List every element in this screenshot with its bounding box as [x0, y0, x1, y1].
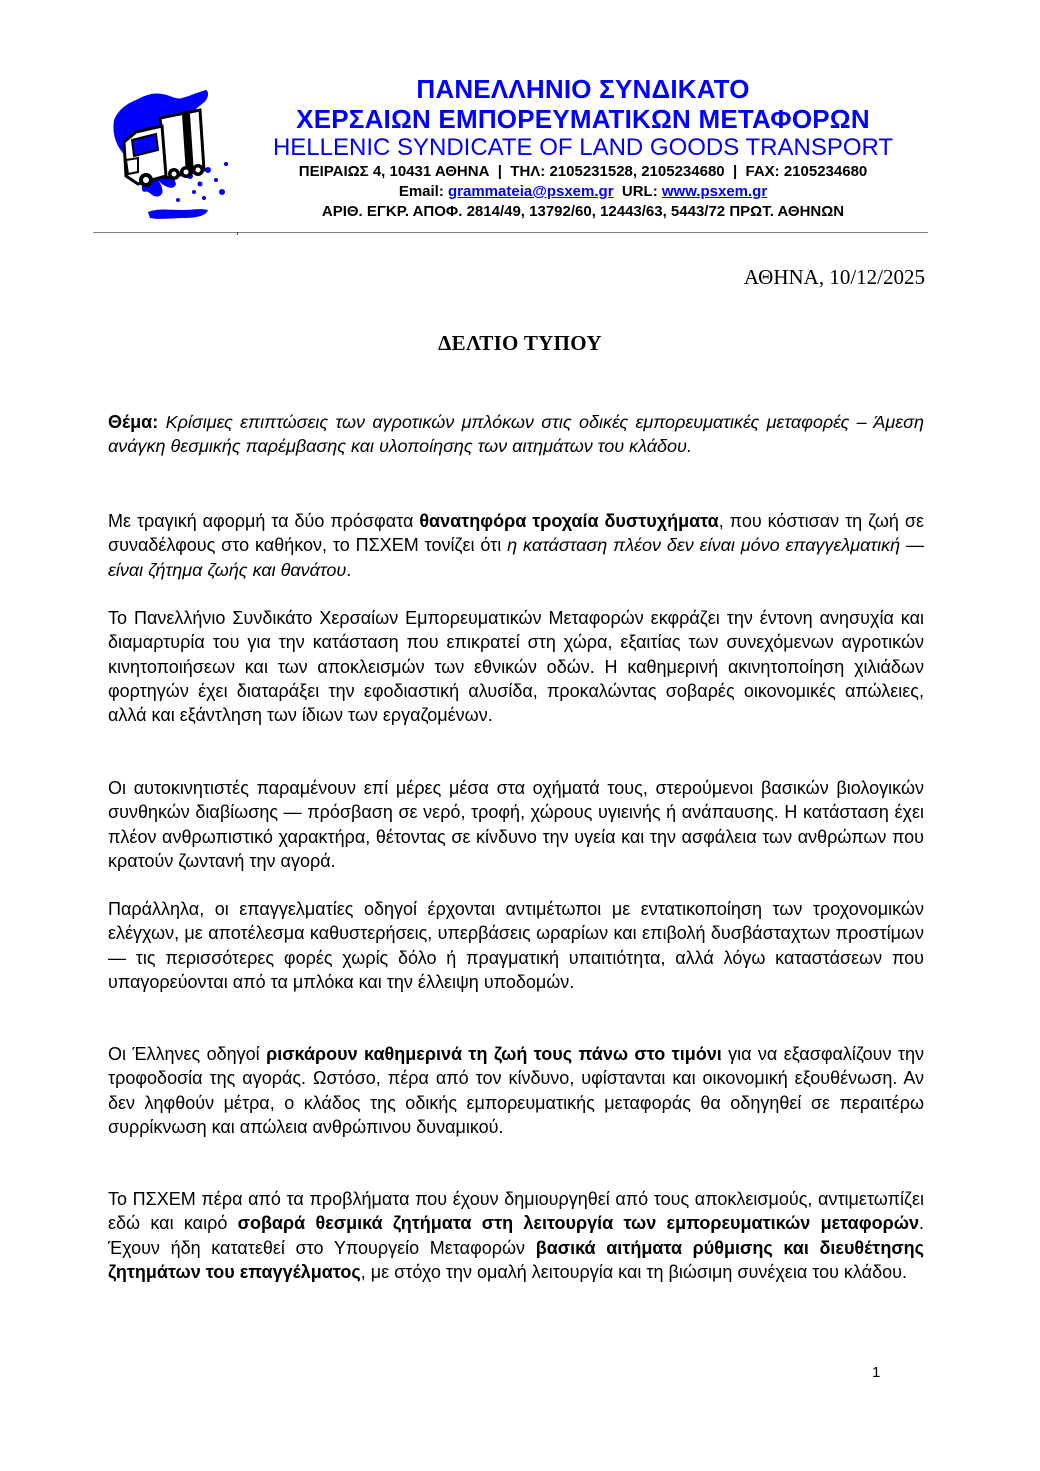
- paragraph-text: Παράλληλα, οι επαγγελματίες οδηγοί έρχονται αντιμέτωποι με εντατικοποίηση των τροχονομικών ελέγχων, με αποτέλεσμα καθυστερήσεις, υπερβάσεις ωραρίων και επιβολή δυσβάσταχτων προστίμων — τις περισσότερες φορές χωρίς δόλο ή πραγματική υπαιτιότητα, αλλά λόγω καταστάσεων που υπαγορεύονται από τα μπλόκα και την έλλειψη υποδομών.: [108, 899, 924, 992]
- header-divider-tick: [237, 232, 238, 235]
- address-line: ΠΕΙΡΑΙΩΣ 4, 10431 ΑΘΗΝΑ | ΤΗΛ: 2105231528, 2105234680 | FAX: 2105234680: [298, 163, 868, 180]
- bold-text-run: ρισκάρουν καθημερινά τη ζωή τους πάνω στο τιμόνι: [266, 1044, 722, 1064]
- paragraph-1: [108, 509, 924, 582]
- subject-text: Κρίσιμες επιπτώσεις των αγροτικών μπλόκων στις οδικές εμπορευματικές μεταφορές – Άμεση ανάγκη θεσμικής παρέμβασης και υλοποίησης των αιτημάτων του κλάδου.: [108, 412, 924, 457]
- organization-name-line2: ΧΕΡΣΑΙΩΝ ΕΜΠΟΡΕΥΜΑΤΙΚΩΝ ΜΕΤΑΦΟΡΩΝ: [296, 104, 870, 134]
- subject-label: Θέμα:: [108, 412, 159, 432]
- subject-paragraph: [108, 410, 924, 459]
- registration-line: ΑΡΙΘ. ΕΓΚΡ. ΑΠΟΦ. 2814/49, 13792/60, 12443/63, 5443/72 ΠΡΩΤ. ΑΘΗΝΩΝ: [321, 203, 845, 220]
- text-run: . Έχουν ήδη κατατεθεί στο Υπουργείο Μεταφορών: [108, 1213, 924, 1258]
- text-run: Το ΠΣΧΕΜ πέρα από τα προβλήματα που έχουν δημιουργηθεί από τους αποκλεισμούς, αντιμετωπίζει εδώ και καιρό: [108, 1189, 924, 1234]
- bold-text-run: θανατηφόρα τροχαία δυστυχήματα: [419, 511, 719, 531]
- organization-name-english: HELLENIC SYNDICATE OF LAND GOODS TRANSPORT: [272, 134, 894, 161]
- paragraph-text: Οι αυτοκινητιστές παραμένουν επί μέρες μέσα στα οχήματά τους, στερούμενοι βασικών βιολογικών συνθηκών διαβίωσης — πρόσβαση σε νερό, τροφή, χώρους υγιεινής ή ανάπαυσης. Η κατάσταση έχει πλέον ανθρωπιστικό χαρακτήρα, θέτοντας σε κίνδυνο την υγεία και την ασφάλεια των ανθρώπων που κρατούν ζωντανή την αγορά.: [108, 778, 924, 871]
- paragraph-text: Το Πανελλήνιο Συνδικάτο Χερσαίων Εμπορευματικών Μεταφορών εκφράζει την έντονη ανησυχία και διαμαρτυρία του για την κατάσταση που επικρατεί στη χώρα, εξαιτίας των συνεχόμενων αγροτικών κινητοποιήσεων και των αποκλεισμών των εθνικών οδών. Η καθημερινή ακινητοποίηση χιλιάδων φορτηγών έχει διαταράξει την εφοδιαστική αλυσίδα, προκαλώντας σοβαρές οικονομικές απώλειες, αλλά και εξάντληση των ίδιων των εργαζομένων.: [108, 608, 924, 726]
- document-title: ΔΕΛΤΙΟ ΤΥΠΟΥ: [438, 331, 602, 355]
- text-run: Οι Έλληνες οδηγοί: [108, 1044, 267, 1064]
- email-label: Email:: [398, 183, 444, 200]
- document-date: ΑΘΗΝΑ, 10/12/2025: [743, 265, 925, 289]
- paragraph-3: [108, 776, 924, 873]
- italic-text-run: η κατάσταση πλέον δεν είναι μόνο επαγγελματική — είναι ζήτημα ζωής και θανάτου: [108, 535, 924, 580]
- contact-line: [240, 182, 926, 202]
- bold-text-run: βασικά αιτήματα ρύθμισης και διευθέτησης ζητημάτων του επαγγέλματος: [108, 1237, 924, 1282]
- page-number: 1: [872, 1364, 881, 1381]
- paragraph-2: [108, 606, 924, 727]
- url-label: URL:: [621, 183, 658, 200]
- greece-map-truck-logo-icon: [104, 80, 250, 226]
- bold-text-run: σοβαρά θεσμικά ζητήματα στη λειτουργία των εμπορευματικών μεταφορών: [237, 1213, 919, 1234]
- website-link[interactable]: www.psxem.gr: [661, 183, 768, 200]
- paragraph-5: [108, 1042, 924, 1139]
- organization-name-line1: ΠΑΝΕΛΛΗΝΙΟ ΣΥΝΔΙΚΑΤΟ: [416, 74, 750, 104]
- text-run: .: [346, 559, 352, 580]
- text-run: Με τραγική αφορμή τα δύο πρόσφατα: [108, 511, 420, 531]
- email-link[interactable]: grammateia@psxem.gr: [448, 183, 614, 200]
- text-run: , με στόχο την ομαλή λειτουργία και τη βιώσιμη συνέχεια του κλάδου.: [360, 1261, 907, 1282]
- text-run: για να εξασφαλίζουν την τροφοδοσία της αγοράς. Ωστόσο, πέρα από τον κίνδυνο, υφίστανται και οικονομική εξουθένωση. Αν δεν ληφθούν μέτρα, ο κλάδος της οδικής εμπορευματικής μεταφοράς θα οδηγηθεί σε περαιτέρω συρρίκνωση και απώλεια ανθρώπινου δυναμικού.: [108, 1044, 925, 1137]
- paragraph-6: [108, 1187, 924, 1284]
- header-divider: [93, 232, 928, 233]
- text-run: , που κόστισαν τη ζωή σε συναδέλφους στο καθήκον, το ΠΣΧΕΜ τονίζει ότι: [108, 511, 924, 556]
- paragraph-4: [108, 897, 924, 994]
- letterhead: [240, 74, 926, 222]
